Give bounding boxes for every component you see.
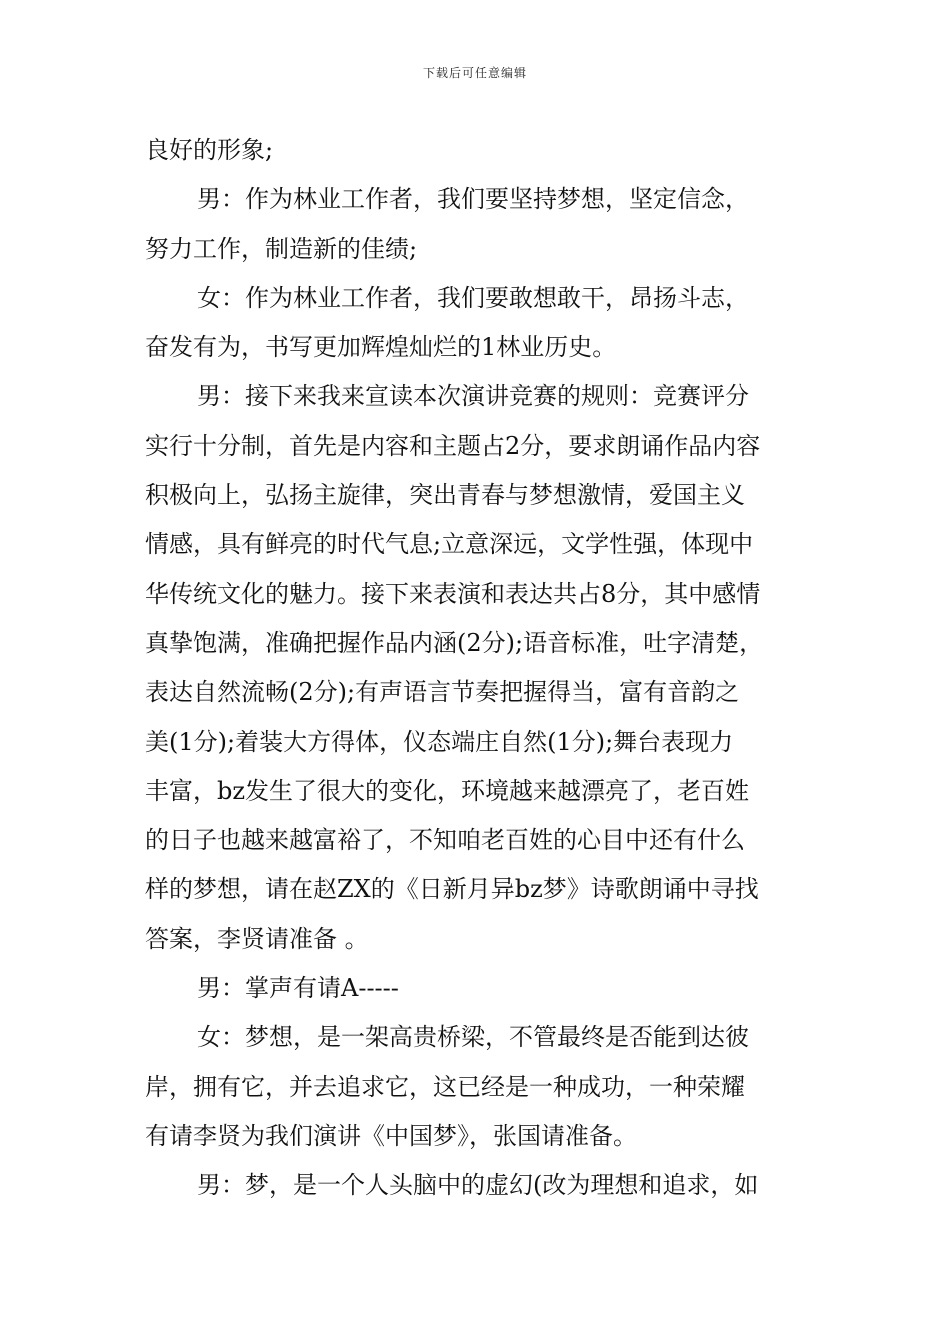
document-body: [145, 126, 825, 1211]
text-line: 男：接下来我来宣读本次演讲竞赛的规则：竞赛评分: [197, 382, 749, 411]
text-line: 答案，李贤请准备 。: [145, 924, 369, 953]
text-line: 真挚饱满，准确把握作品内涵(2分);语音标准，吐字清楚，: [145, 628, 764, 657]
text-line: 的日子也越来越富裕了，不知咱老百姓的心目中还有什么: [145, 826, 745, 855]
text-line: 男：梦，是一个人头脑中的虚幻(改为理想和追求，如: [197, 1171, 759, 1200]
text-line: 积极向上，弘扬主旋律，突出青春与梦想激情，爱国主义: [145, 481, 745, 510]
text-line: 华传统文化的魅力。接下来表演和表达共占8分，其中感情: [145, 579, 761, 608]
text-line: 表达自然流畅(2分);有声语言节奏把握得当，富有音韵之: [145, 678, 740, 707]
text-line: 奋发有为，书写更加辉煌灿烂的1林业历史。: [145, 333, 617, 362]
text-line: 情感，具有鲜亮的时代气息;立意深远，文学性强，体现中: [145, 530, 754, 559]
text-line: 女：梦想，是一架高贵桥梁，不管最终是否能到达彼: [197, 1023, 749, 1052]
text-line: 努力工作，制造新的佳绩;: [145, 234, 418, 263]
text-line: 丰富，bz发生了很大的变化，环境越来越漂亮了，老百姓: [145, 776, 750, 805]
text-line: 女：作为林业工作者，我们要敢想敢干，昂扬斗志，: [197, 283, 749, 312]
text-line: 美(1分);着装大方得体，仪态端庄自然(1分);舞台表现力: [145, 727, 734, 756]
text-line: 男：作为林业工作者，我们要坚持梦想，坚定信念，: [197, 185, 749, 214]
text-line: 良好的形象;: [145, 136, 274, 164]
text-line: 男：掌声有请A-----: [197, 974, 399, 1003]
text-line: 样的梦想，请在赵ZX的《日新月异bz梦》诗歌朗诵中寻找: [145, 875, 759, 904]
page-header: 下载后可任意编辑: [422, 66, 527, 80]
text-line: 岸，拥有它，并去追求它，这已经是一种成功，一种荣耀: [145, 1072, 745, 1101]
text-line: 有请李贤为我们演讲《中国梦》，张国请准备。: [145, 1121, 637, 1150]
text-line: 实行十分制，首先是内容和主题占2分，要求朗诵作品内容: [145, 431, 761, 460]
